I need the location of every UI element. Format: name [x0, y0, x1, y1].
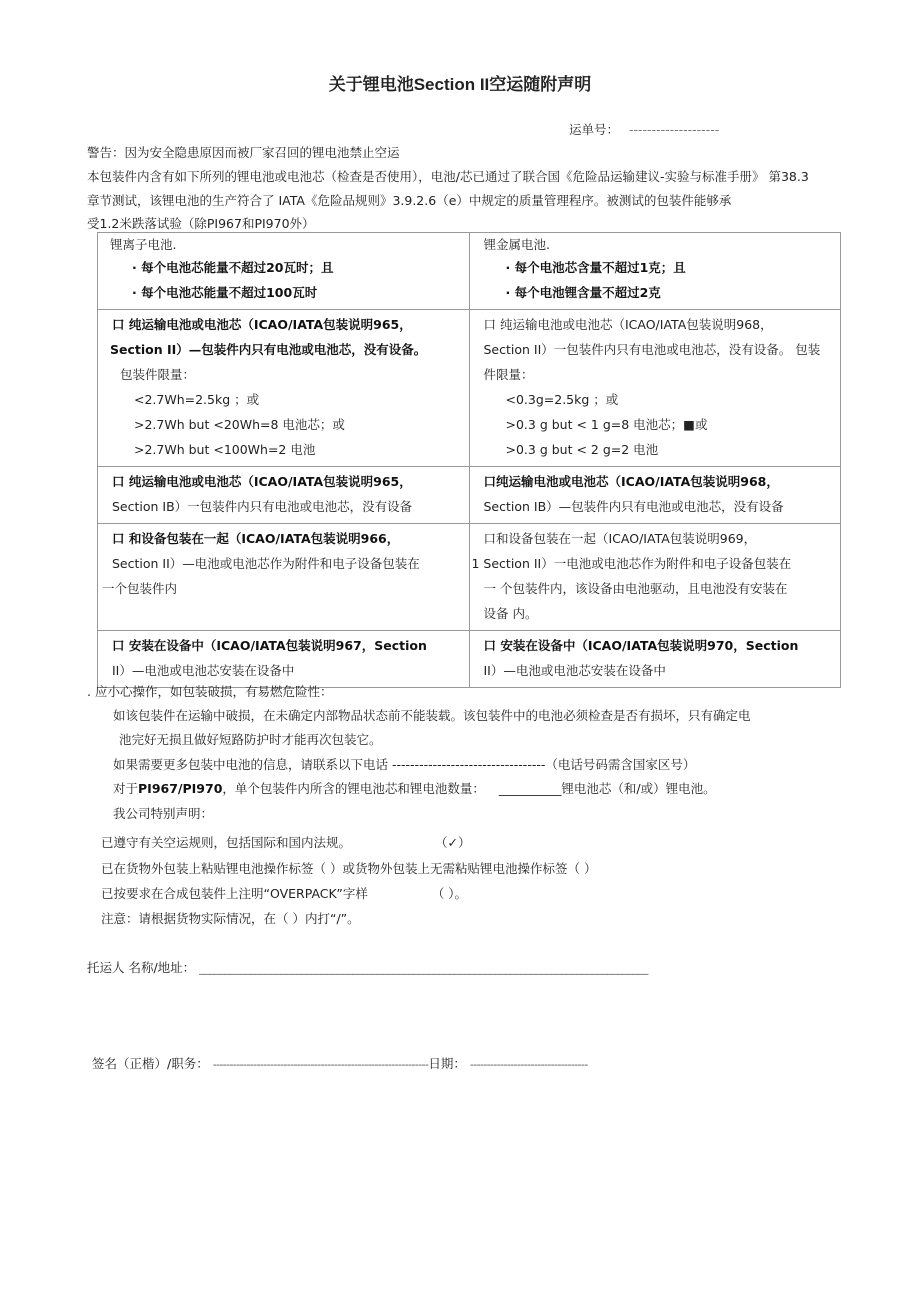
option-description: 一个包装件内: [102, 581, 178, 596]
lithium-ion-limit: · 每个电池芯能量不超过100瓦时: [132, 285, 318, 300]
pi965-section-ii-option[interactable]: [98, 310, 470, 467]
signature-field[interactable]: ----------------------------------------------------------------: [212, 1058, 429, 1071]
contact-note: [113, 757, 695, 773]
pi965-section-ib-option[interactable]: [98, 467, 470, 524]
contact-label: 如果需要更多包装中电池的信息，请联系以下电话: [113, 757, 389, 772]
option-description: II）—电池或电池芯安装在设备中: [483, 663, 666, 678]
option-heading: 口和设备包装在一起（ICAO/IATA包装说明969，: [483, 531, 757, 546]
declaration-text: 已遵守有关空运规则，包括国际和国内法规。: [101, 835, 352, 850]
intro-line: 本包装件内含有如下所列的锂电池或电池芯（检查是否使用），电池/芯已通过了联合国《危险品运输建议-实验与标准手册》 第38.3: [87, 169, 809, 184]
table-row-contained-in-equipment: [98, 631, 841, 688]
quantity-label: ，单个包装件内所含的锂电池芯和锂电池数量：: [222, 781, 485, 796]
option-description: Section II）—包装件内只有电池或电池芯，没有设备。: [110, 342, 427, 357]
option-description: 设备 内。: [483, 606, 538, 621]
lithium-ion-cell: [98, 233, 470, 310]
pi966-option[interactable]: [98, 524, 470, 631]
package-limit-item: <2.7Wh=2.5kg ；或: [134, 392, 260, 407]
contact-suffix: （电话号码需含国家区号）: [545, 757, 696, 772]
pi968-section-ii-option[interactable]: [469, 310, 841, 467]
option-description: Section IB）一包装件内只有电池或电池芯，没有设备: [112, 499, 413, 514]
option-description: II）—电池或电池芯安装在设备中: [112, 663, 295, 678]
battery-type-table: [97, 232, 841, 688]
lithium-metal-title: 锂金属电池.: [483, 237, 550, 252]
table-row-header: [98, 233, 841, 310]
shipper-line: [87, 960, 648, 977]
quantity-field[interactable]: __________: [498, 781, 562, 796]
quantity-suffix: 锂电池芯（和/或）锂电池。: [561, 781, 716, 796]
declaration-note: 注意：请根据货物实际情况，在（ ）内打“/”。: [101, 911, 360, 926]
package-limit-item: >0.3 g but < 1 g=8 电池芯；■或: [505, 417, 708, 432]
shipper-field[interactable]: ________________________________________________________________________________________: [199, 962, 648, 975]
option-description: Section II）一包装件内只有电池或电池芯，没有设备。 包装: [483, 342, 821, 357]
option-heading: 口 和设备包装在一起（ICAO/IATA包装说明966，: [112, 531, 400, 546]
package-limit-item: <0.3g=2.5kg ；或: [505, 392, 619, 407]
option-heading: 口 安装在设备中（ICAO/IATA包装说明967，Section: [112, 638, 427, 653]
signature-line: [92, 1056, 588, 1073]
option-heading: 口 安装在设备中（ICAO/IATA包装说明970，Section: [483, 638, 799, 653]
option-heading: 口 纯运输电池或电池芯（ICAO/IATA包装说明965，: [112, 474, 412, 489]
intro-line: 章节测试，该锂电池的生产符合了 IATA《危险品规则》3.9.2.6（e）中规定的质量管理程序。被测试的包装件能够承: [87, 193, 732, 208]
declaration-item[interactable]: 已在货物外包装上粘贴锂电池操作标签（ ）或货物外包装上无需粘贴锂电池操作标签（ ）: [101, 861, 597, 876]
quantity-prefix: 对于: [113, 781, 139, 796]
lithium-ion-limit: · 每个电池芯能量不超过20瓦时；且: [132, 260, 334, 275]
declaration-checkbox[interactable]: （ ）。: [431, 886, 468, 901]
lithium-ion-title: 锂离子电池.: [110, 237, 177, 252]
shipper-label: 托运人 名称/地址：: [87, 960, 196, 975]
caution-text: . 应小心操作，如包装破损，有易燃危险性：: [87, 684, 333, 699]
declaration-item: [101, 835, 470, 851]
document-title: 关于锂电池Section II空运随附声明: [328, 75, 592, 94]
waybill-label: 运单号：: [569, 122, 620, 137]
declaration-text: 已按要求在合成包装件上注明“OVERPACK”字样: [101, 886, 368, 901]
table-row-pi965-968-section-ii: [98, 310, 841, 467]
declaration-checkbox[interactable]: （✓）: [435, 835, 471, 850]
signature-label: 签名（正楷）/职务：: [92, 1056, 209, 1071]
pi969-option[interactable]: [469, 524, 841, 631]
package-limit-item: >2.7Wh but <100Wh=2 电池: [134, 442, 316, 457]
date-label: 日期：: [428, 1056, 466, 1071]
caution-label: 应小心操作，如包装破损，有易燃危险性：: [94, 684, 333, 699]
date-field[interactable]: -----------------------------------: [469, 1058, 588, 1071]
lithium-metal-limit: · 每个电池芯含量不超过1克；且: [505, 260, 686, 275]
quantity-note: [113, 781, 716, 797]
option-description: 一 个包装件内，该设备由电池驱动，且电池没有安装在: [483, 581, 788, 596]
package-limit-label: 包装件限量：: [120, 367, 196, 382]
declare-heading: 我公司特别声明：: [113, 806, 214, 821]
package-limit-item: >0.3 g but < 2 g=2 电池: [505, 442, 659, 457]
table-row-section-ib: [98, 467, 841, 524]
package-limit-item: >2.7Wh but <20Wh=8 电池芯；或: [134, 417, 345, 432]
warning-text: 警告：因为安全隐患原因而被厂家召回的锂电池禁止空运: [87, 145, 400, 160]
lithium-metal-limit: · 每个电池锂含量不超过2克: [505, 285, 661, 300]
pi968-section-ib-option[interactable]: [469, 467, 841, 524]
package-limit-label: 件限量：: [483, 367, 534, 382]
option-heading: 口 纯运输电池或电池芯（ICAO/IATA包装说明968，: [483, 317, 773, 332]
quantity-pi: PI967/PI970: [138, 781, 223, 796]
damage-note: 如该包装件在运输中破损，在未确定内部物品状态前不能装载。该包装件中的电池必须检查是否有损坏，只有确定电: [113, 708, 751, 723]
option-description: Section II）—电池或电池芯作为附件和电子设备包装在: [112, 556, 420, 571]
declaration-item: [101, 886, 467, 902]
pi970-option[interactable]: [469, 631, 841, 688]
phone-field[interactable]: ----------------------------------: [392, 757, 546, 772]
pi967-option[interactable]: [98, 631, 470, 688]
option-heading: 口纯运输电池或电池芯（ICAO/IATA包装说明968，: [483, 474, 779, 489]
waybill-field[interactable]: --------------------: [629, 122, 720, 137]
lithium-metal-cell: [469, 233, 841, 310]
option-description: Section IB）—包装件内只有电池或电池芯，没有设备: [483, 499, 784, 514]
option-heading: 口 纯运输电池或电池芯（ICAO/IATA包装说明965，: [112, 317, 412, 332]
option-description: 1 Section II）一电池或电池芯作为附件和电子设备包装在: [471, 556, 792, 571]
damage-note: 池完好无损且做好短路防护时才能再次包装它。: [119, 732, 382, 747]
waybill-number: [569, 122, 719, 138]
intro-line: 受1.2米跌落试验（除PI967和PI970外）: [87, 216, 315, 231]
table-row-packed-with-equipment: [98, 524, 841, 631]
